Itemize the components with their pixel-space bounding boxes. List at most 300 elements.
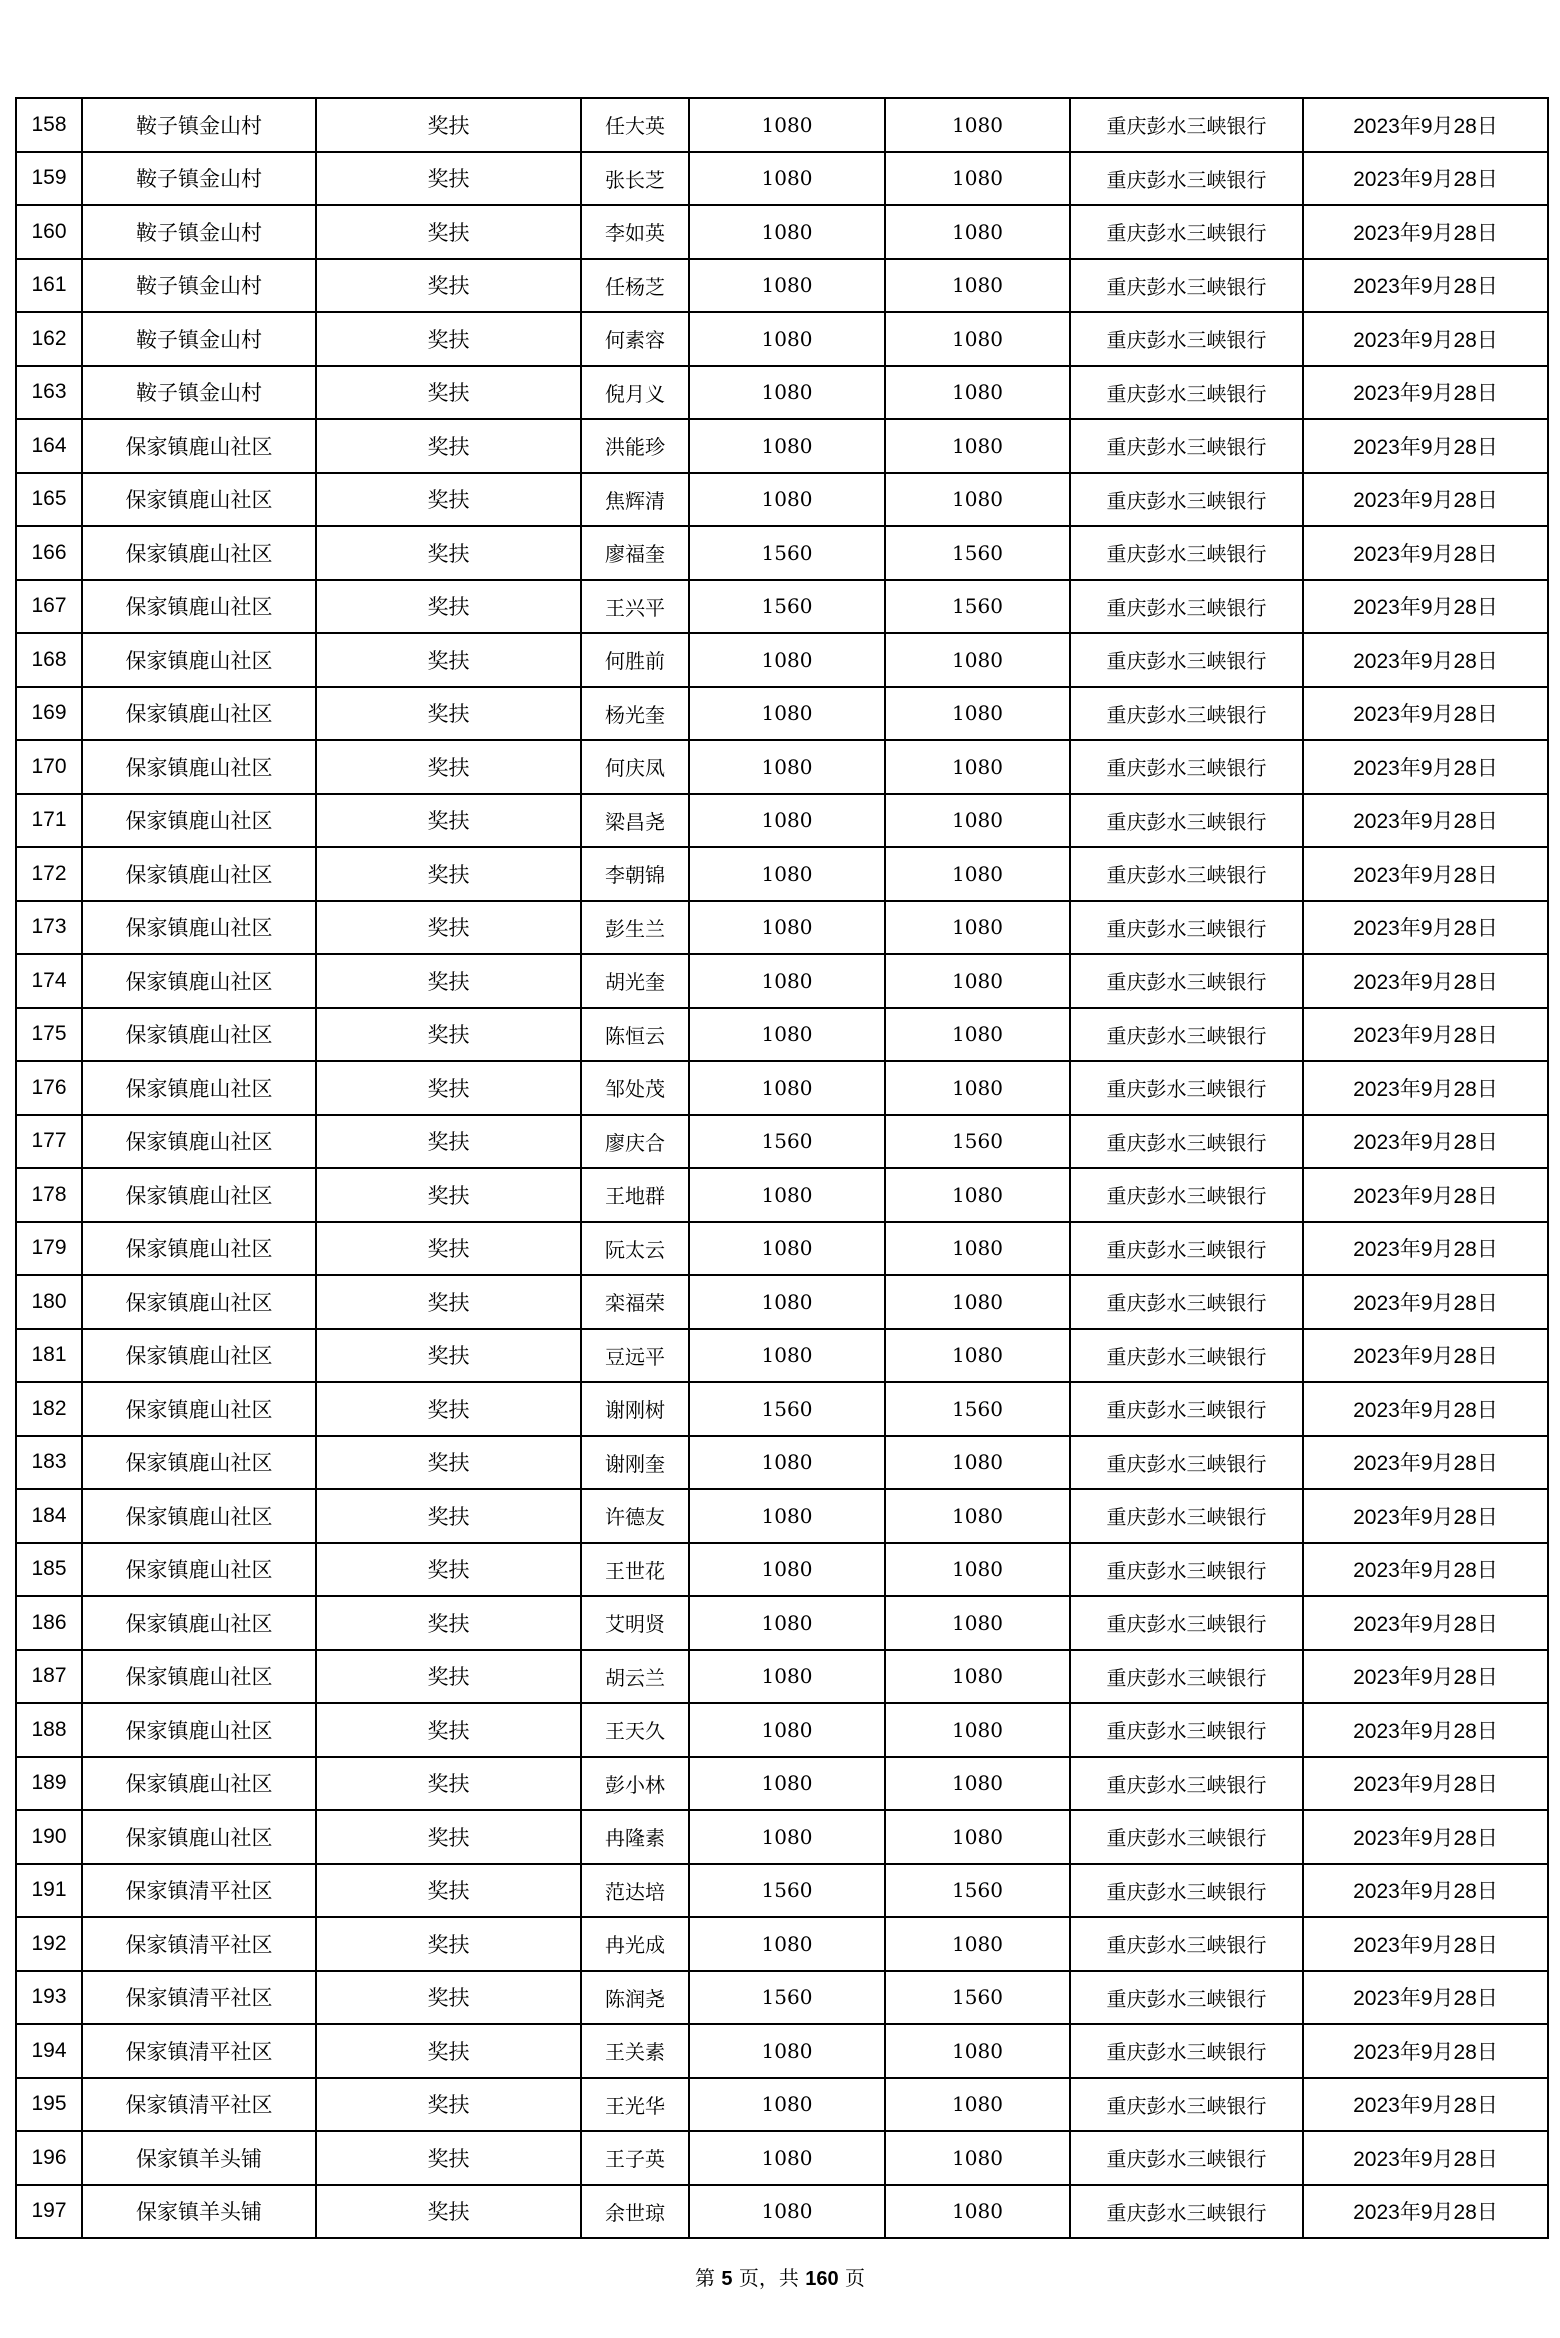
cell-amount-standard: 1080 xyxy=(689,2078,885,2132)
cell-person-name: 张长芝 xyxy=(581,152,689,206)
cell-category: 奖扶 xyxy=(316,259,581,313)
cell-person-name: 陈恒云 xyxy=(581,1008,689,1062)
cell-location: 保家镇羊头铺 xyxy=(82,2185,316,2239)
cell-bank-name: 重庆彭水三峡银行 xyxy=(1070,1489,1303,1543)
cell-row-index: 183 xyxy=(16,1436,82,1490)
cell-person-name: 冉光成 xyxy=(581,1917,689,1971)
cell-amount-standard: 1080 xyxy=(689,1917,885,1971)
cell-category: 奖扶 xyxy=(316,1222,581,1276)
table-row xyxy=(16,1489,1548,1543)
cell-location: 保家镇鹿山社区 xyxy=(82,1329,316,1383)
cell-row-index: 178 xyxy=(16,1168,82,1222)
cell-location: 保家镇鹿山社区 xyxy=(82,1757,316,1811)
cell-payment-date: 2023年9月28日 xyxy=(1303,205,1548,259)
cell-bank-name: 重庆彭水三峡银行 xyxy=(1070,1757,1303,1811)
cell-payment-date: 2023年9月28日 xyxy=(1303,1008,1548,1062)
cell-location: 保家镇鹿山社区 xyxy=(82,1810,316,1864)
table-row xyxy=(16,312,1548,366)
table-row xyxy=(16,1543,1548,1597)
cell-person-name: 余世琼 xyxy=(581,2185,689,2239)
cell-payment-date: 2023年9月28日 xyxy=(1303,1382,1548,1436)
cell-person-name: 谢刚树 xyxy=(581,1382,689,1436)
table-row xyxy=(16,152,1548,206)
cell-person-name: 杨光奎 xyxy=(581,687,689,741)
cell-location: 鞍子镇金山村 xyxy=(82,259,316,313)
cell-category: 奖扶 xyxy=(316,954,581,1008)
cell-payment-date: 2023年9月28日 xyxy=(1303,419,1548,473)
table-row xyxy=(16,794,1548,848)
cell-location: 保家镇清平社区 xyxy=(82,2078,316,2132)
cell-bank-name: 重庆彭水三峡银行 xyxy=(1070,2131,1303,2185)
cell-location: 保家镇鹿山社区 xyxy=(82,1543,316,1597)
cell-bank-name: 重庆彭水三峡银行 xyxy=(1070,2078,1303,2132)
cell-location: 保家镇鹿山社区 xyxy=(82,954,316,1008)
cell-person-name: 豆远平 xyxy=(581,1329,689,1383)
cell-category: 奖扶 xyxy=(316,1703,581,1757)
cell-amount-paid: 1080 xyxy=(885,1489,1070,1543)
cell-amount-paid: 1080 xyxy=(885,901,1070,955)
cell-category: 奖扶 xyxy=(316,1115,581,1169)
cell-location: 鞍子镇金山村 xyxy=(82,205,316,259)
cell-row-index: 166 xyxy=(16,526,82,580)
cell-row-index: 190 xyxy=(16,1810,82,1864)
cell-bank-name: 重庆彭水三峡银行 xyxy=(1070,580,1303,634)
cell-amount-paid: 1080 xyxy=(885,2131,1070,2185)
cell-amount-paid: 1080 xyxy=(885,1703,1070,1757)
cell-category: 奖扶 xyxy=(316,366,581,420)
cell-bank-name: 重庆彭水三峡银行 xyxy=(1070,740,1303,794)
cell-amount-standard: 1080 xyxy=(689,1275,885,1329)
cell-row-index: 194 xyxy=(16,2024,82,2078)
cell-category: 奖扶 xyxy=(316,1008,581,1062)
cell-row-index: 167 xyxy=(16,580,82,634)
cell-bank-name: 重庆彭水三峡银行 xyxy=(1070,1864,1303,1918)
cell-person-name: 李如英 xyxy=(581,205,689,259)
cell-person-name: 李朝锦 xyxy=(581,847,689,901)
cell-bank-name: 重庆彭水三峡银行 xyxy=(1070,633,1303,687)
table-row xyxy=(16,1436,1548,1490)
cell-category: 奖扶 xyxy=(316,633,581,687)
cell-category: 奖扶 xyxy=(316,1489,581,1543)
cell-payment-date: 2023年9月28日 xyxy=(1303,1489,1548,1543)
cell-location: 保家镇鹿山社区 xyxy=(82,1275,316,1329)
cell-amount-paid: 1080 xyxy=(885,312,1070,366)
footer-page-number: 5 xyxy=(721,2268,733,2290)
cell-bank-name: 重庆彭水三峡银行 xyxy=(1070,1222,1303,1276)
table-row xyxy=(16,259,1548,313)
cell-amount-standard: 1080 xyxy=(689,794,885,848)
cell-amount-standard: 1080 xyxy=(689,1757,885,1811)
cell-amount-standard: 1080 xyxy=(689,1168,885,1222)
cell-bank-name: 重庆彭水三峡银行 xyxy=(1070,366,1303,420)
cell-amount-paid: 1080 xyxy=(885,152,1070,206)
cell-location: 保家镇鹿山社区 xyxy=(82,1168,316,1222)
cell-amount-paid: 1080 xyxy=(885,1061,1070,1115)
cell-amount-paid: 1080 xyxy=(885,740,1070,794)
cell-category: 奖扶 xyxy=(316,1275,581,1329)
cell-payment-date: 2023年9月28日 xyxy=(1303,954,1548,1008)
cell-payment-date: 2023年9月28日 xyxy=(1303,794,1548,848)
cell-category: 奖扶 xyxy=(316,687,581,741)
cell-bank-name: 重庆彭水三峡银行 xyxy=(1070,1703,1303,1757)
table-row xyxy=(16,740,1548,794)
cell-person-name: 陈润尧 xyxy=(581,1971,689,2025)
cell-amount-paid: 1560 xyxy=(885,1864,1070,1918)
cell-amount-standard: 1080 xyxy=(689,2185,885,2239)
cell-row-index: 160 xyxy=(16,205,82,259)
cell-amount-standard: 1560 xyxy=(689,1382,885,1436)
cell-person-name: 洪能珍 xyxy=(581,419,689,473)
footer-middle: 页，共 xyxy=(732,2266,806,2290)
cell-amount-paid: 1080 xyxy=(885,98,1070,152)
table-row xyxy=(16,98,1548,152)
cell-row-index: 168 xyxy=(16,633,82,687)
cell-bank-name: 重庆彭水三峡银行 xyxy=(1070,152,1303,206)
cell-amount-paid: 1080 xyxy=(885,1008,1070,1062)
cell-bank-name: 重庆彭水三峡银行 xyxy=(1070,2185,1303,2239)
cell-row-index: 172 xyxy=(16,847,82,901)
cell-amount-standard: 1080 xyxy=(689,473,885,527)
cell-person-name: 任大英 xyxy=(581,98,689,152)
cell-amount-paid: 1080 xyxy=(885,1275,1070,1329)
cell-location: 保家镇鹿山社区 xyxy=(82,580,316,634)
table-row xyxy=(16,473,1548,527)
cell-person-name: 许德友 xyxy=(581,1489,689,1543)
cell-payment-date: 2023年9月28日 xyxy=(1303,1596,1548,1650)
cell-amount-standard: 1080 xyxy=(689,1489,885,1543)
cell-amount-paid: 1080 xyxy=(885,1222,1070,1276)
cell-payment-date: 2023年9月28日 xyxy=(1303,366,1548,420)
cell-location: 保家镇鹿山社区 xyxy=(82,794,316,848)
cell-bank-name: 重庆彭水三峡银行 xyxy=(1070,1810,1303,1864)
cell-payment-date: 2023年9月28日 xyxy=(1303,2131,1548,2185)
cell-row-index: 187 xyxy=(16,1650,82,1704)
cell-amount-paid: 1080 xyxy=(885,1596,1070,1650)
cell-person-name: 艾明贤 xyxy=(581,1596,689,1650)
cell-row-index: 179 xyxy=(16,1222,82,1276)
table-row xyxy=(16,954,1548,1008)
cell-row-index: 174 xyxy=(16,954,82,1008)
cell-location: 保家镇清平社区 xyxy=(82,1917,316,1971)
cell-payment-date: 2023年9月28日 xyxy=(1303,1061,1548,1115)
table-row xyxy=(16,1971,1548,2025)
cell-person-name: 范达培 xyxy=(581,1864,689,1918)
cell-payment-date: 2023年9月28日 xyxy=(1303,1703,1548,1757)
cell-category: 奖扶 xyxy=(316,1329,581,1383)
cell-payment-date: 2023年9月28日 xyxy=(1303,1329,1548,1383)
cell-amount-paid: 1080 xyxy=(885,205,1070,259)
cell-row-index: 162 xyxy=(16,312,82,366)
cell-row-index: 182 xyxy=(16,1382,82,1436)
cell-row-index: 169 xyxy=(16,687,82,741)
cell-payment-date: 2023年9月28日 xyxy=(1303,152,1548,206)
cell-amount-paid: 1080 xyxy=(885,2078,1070,2132)
cell-category: 奖扶 xyxy=(316,1971,581,2025)
cell-person-name: 谢刚奎 xyxy=(581,1436,689,1490)
cell-person-name: 王天久 xyxy=(581,1703,689,1757)
cell-category: 奖扶 xyxy=(316,1650,581,1704)
cell-category: 奖扶 xyxy=(316,205,581,259)
cell-bank-name: 重庆彭水三峡银行 xyxy=(1070,312,1303,366)
cell-row-index: 161 xyxy=(16,259,82,313)
cell-amount-standard: 1080 xyxy=(689,2024,885,2078)
cell-person-name: 王地群 xyxy=(581,1168,689,1222)
table-row xyxy=(16,633,1548,687)
cell-bank-name: 重庆彭水三峡银行 xyxy=(1070,1115,1303,1169)
cell-location: 保家镇清平社区 xyxy=(82,1864,316,1918)
cell-person-name: 栾福荣 xyxy=(581,1275,689,1329)
cell-payment-date: 2023年9月28日 xyxy=(1303,2185,1548,2239)
cell-bank-name: 重庆彭水三峡银行 xyxy=(1070,847,1303,901)
cell-location: 鞍子镇金山村 xyxy=(82,366,316,420)
cell-amount-standard: 1080 xyxy=(689,633,885,687)
cell-category: 奖扶 xyxy=(316,2131,581,2185)
cell-amount-standard: 1080 xyxy=(689,1436,885,1490)
cell-amount-paid: 1080 xyxy=(885,1650,1070,1704)
cell-payment-date: 2023年9月28日 xyxy=(1303,1971,1548,2025)
table-row xyxy=(16,1650,1548,1704)
footer-suffix: 页 xyxy=(838,2266,865,2290)
cell-person-name: 彭小林 xyxy=(581,1757,689,1811)
footer-total-pages: 160 xyxy=(805,2268,839,2290)
cell-bank-name: 重庆彭水三峡银行 xyxy=(1070,1436,1303,1490)
table-row xyxy=(16,419,1548,473)
cell-amount-paid: 1080 xyxy=(885,1757,1070,1811)
cell-payment-date: 2023年9月28日 xyxy=(1303,2078,1548,2132)
cell-person-name: 胡云兰 xyxy=(581,1650,689,1704)
cell-row-index: 163 xyxy=(16,366,82,420)
cell-person-name: 冉隆素 xyxy=(581,1810,689,1864)
cell-amount-paid: 1080 xyxy=(885,259,1070,313)
cell-row-index: 186 xyxy=(16,1596,82,1650)
cell-person-name: 何素容 xyxy=(581,312,689,366)
cell-amount-standard: 1080 xyxy=(689,419,885,473)
table-row xyxy=(16,1008,1548,1062)
footer-prefix: 第 xyxy=(695,2266,722,2290)
cell-amount-standard: 1080 xyxy=(689,901,885,955)
cell-amount-paid: 1080 xyxy=(885,794,1070,848)
cell-row-index: 195 xyxy=(16,2078,82,2132)
cell-location: 保家镇鹿山社区 xyxy=(82,901,316,955)
cell-row-index: 171 xyxy=(16,794,82,848)
cell-amount-standard: 1080 xyxy=(689,1543,885,1597)
cell-payment-date: 2023年9月28日 xyxy=(1303,312,1548,366)
cell-category: 奖扶 xyxy=(316,1382,581,1436)
cell-bank-name: 重庆彭水三峡银行 xyxy=(1070,1596,1303,1650)
table-row xyxy=(16,1115,1548,1169)
cell-row-index: 176 xyxy=(16,1061,82,1115)
table-row xyxy=(16,1864,1548,1918)
cell-amount-paid: 1080 xyxy=(885,633,1070,687)
cell-payment-date: 2023年9月28日 xyxy=(1303,1810,1548,1864)
cell-location: 保家镇鹿山社区 xyxy=(82,740,316,794)
cell-row-index: 180 xyxy=(16,1275,82,1329)
cell-amount-paid: 1080 xyxy=(885,473,1070,527)
cell-amount-standard: 1080 xyxy=(689,1650,885,1704)
cell-amount-standard: 1080 xyxy=(689,1222,885,1276)
cell-amount-paid: 1080 xyxy=(885,1917,1070,1971)
page-footer xyxy=(0,2262,1560,2291)
cell-bank-name: 重庆彭水三峡银行 xyxy=(1070,1168,1303,1222)
cell-payment-date: 2023年9月28日 xyxy=(1303,2024,1548,2078)
cell-amount-standard: 1080 xyxy=(689,1008,885,1062)
cell-row-index: 197 xyxy=(16,2185,82,2239)
cell-location: 保家镇鹿山社区 xyxy=(82,1061,316,1115)
cell-amount-standard: 1560 xyxy=(689,1864,885,1918)
cell-payment-date: 2023年9月28日 xyxy=(1303,1543,1548,1597)
cell-payment-date: 2023年9月28日 xyxy=(1303,98,1548,152)
cell-bank-name: 重庆彭水三峡银行 xyxy=(1070,98,1303,152)
table-row xyxy=(16,1382,1548,1436)
cell-row-index: 181 xyxy=(16,1329,82,1383)
cell-bank-name: 重庆彭水三峡银行 xyxy=(1070,687,1303,741)
cell-row-index: 165 xyxy=(16,473,82,527)
table-row xyxy=(16,1757,1548,1811)
cell-amount-standard: 1080 xyxy=(689,366,885,420)
cell-location: 鞍子镇金山村 xyxy=(82,152,316,206)
cell-category: 奖扶 xyxy=(316,740,581,794)
cell-bank-name: 重庆彭水三峡银行 xyxy=(1070,1917,1303,1971)
cell-person-name: 邹处茂 xyxy=(581,1061,689,1115)
cell-bank-name: 重庆彭水三峡银行 xyxy=(1070,1061,1303,1115)
table-row xyxy=(16,1810,1548,1864)
cell-bank-name: 重庆彭水三峡银行 xyxy=(1070,1275,1303,1329)
cell-category: 奖扶 xyxy=(316,901,581,955)
table-row xyxy=(16,366,1548,420)
cell-bank-name: 重庆彭水三峡银行 xyxy=(1070,1008,1303,1062)
table-row xyxy=(16,205,1548,259)
cell-person-name: 廖庆合 xyxy=(581,1115,689,1169)
cell-bank-name: 重庆彭水三峡银行 xyxy=(1070,259,1303,313)
cell-person-name: 胡光奎 xyxy=(581,954,689,1008)
cell-row-index: 177 xyxy=(16,1115,82,1169)
cell-category: 奖扶 xyxy=(316,1917,581,1971)
cell-amount-paid: 1560 xyxy=(885,1971,1070,2025)
cell-payment-date: 2023年9月28日 xyxy=(1303,473,1548,527)
cell-person-name: 彭生兰 xyxy=(581,901,689,955)
cell-payment-date: 2023年9月28日 xyxy=(1303,1168,1548,1222)
cell-bank-name: 重庆彭水三峡银行 xyxy=(1070,1329,1303,1383)
cell-payment-date: 2023年9月28日 xyxy=(1303,1650,1548,1704)
cell-category: 奖扶 xyxy=(316,580,581,634)
cell-payment-date: 2023年9月28日 xyxy=(1303,259,1548,313)
cell-amount-standard: 1560 xyxy=(689,526,885,580)
cell-person-name: 何胜前 xyxy=(581,633,689,687)
cell-amount-paid: 1080 xyxy=(885,847,1070,901)
cell-person-name: 廖福奎 xyxy=(581,526,689,580)
cell-row-index: 175 xyxy=(16,1008,82,1062)
cell-row-index: 184 xyxy=(16,1489,82,1543)
cell-row-index: 170 xyxy=(16,740,82,794)
cell-bank-name: 重庆彭水三峡银行 xyxy=(1070,1543,1303,1597)
cell-amount-standard: 1080 xyxy=(689,687,885,741)
cell-amount-standard: 1080 xyxy=(689,740,885,794)
cell-bank-name: 重庆彭水三峡银行 xyxy=(1070,205,1303,259)
cell-payment-date: 2023年9月28日 xyxy=(1303,1115,1548,1169)
cell-location: 保家镇鹿山社区 xyxy=(82,473,316,527)
cell-bank-name: 重庆彭水三峡银行 xyxy=(1070,419,1303,473)
cell-category: 奖扶 xyxy=(316,1757,581,1811)
cell-bank-name: 重庆彭水三峡银行 xyxy=(1070,1971,1303,2025)
cell-category: 奖扶 xyxy=(316,312,581,366)
cell-person-name: 任杨芝 xyxy=(581,259,689,313)
cell-location: 保家镇清平社区 xyxy=(82,1971,316,2025)
cell-category: 奖扶 xyxy=(316,1596,581,1650)
cell-person-name: 阮太云 xyxy=(581,1222,689,1276)
cell-bank-name: 重庆彭水三峡银行 xyxy=(1070,794,1303,848)
cell-row-index: 159 xyxy=(16,152,82,206)
cell-category: 奖扶 xyxy=(316,2185,581,2239)
cell-amount-standard: 1080 xyxy=(689,152,885,206)
cell-category: 奖扶 xyxy=(316,1061,581,1115)
cell-amount-paid: 1080 xyxy=(885,1543,1070,1597)
cell-amount-paid: 1080 xyxy=(885,1810,1070,1864)
cell-amount-standard: 1080 xyxy=(689,1703,885,1757)
cell-amount-paid: 1080 xyxy=(885,1329,1070,1383)
cell-person-name: 王关素 xyxy=(581,2024,689,2078)
table-row xyxy=(16,1061,1548,1115)
cell-bank-name: 重庆彭水三峡银行 xyxy=(1070,901,1303,955)
cell-amount-standard: 1080 xyxy=(689,1329,885,1383)
cell-amount-standard: 1080 xyxy=(689,98,885,152)
table-row xyxy=(16,2024,1548,2078)
cell-location: 保家镇鹿山社区 xyxy=(82,1382,316,1436)
cell-location: 保家镇鹿山社区 xyxy=(82,633,316,687)
cell-location: 保家镇鹿山社区 xyxy=(82,1489,316,1543)
cell-category: 奖扶 xyxy=(316,526,581,580)
cell-payment-date: 2023年9月28日 xyxy=(1303,1757,1548,1811)
table-row xyxy=(16,901,1548,955)
cell-location: 保家镇鹿山社区 xyxy=(82,1650,316,1704)
cell-amount-paid: 1080 xyxy=(885,954,1070,1008)
cell-bank-name: 重庆彭水三峡银行 xyxy=(1070,1650,1303,1704)
cell-person-name: 梁昌尧 xyxy=(581,794,689,848)
table-row xyxy=(16,1329,1548,1383)
cell-row-index: 158 xyxy=(16,98,82,152)
cell-row-index: 164 xyxy=(16,419,82,473)
cell-amount-standard: 1080 xyxy=(689,1810,885,1864)
cell-row-index: 173 xyxy=(16,901,82,955)
cell-amount-paid: 1560 xyxy=(885,1115,1070,1169)
cell-category: 奖扶 xyxy=(316,1168,581,1222)
table-row xyxy=(16,2185,1548,2239)
cell-amount-paid: 1080 xyxy=(885,419,1070,473)
cell-payment-date: 2023年9月28日 xyxy=(1303,1222,1548,1276)
cell-location: 保家镇鹿山社区 xyxy=(82,687,316,741)
cell-bank-name: 重庆彭水三峡银行 xyxy=(1070,526,1303,580)
cell-amount-standard: 1560 xyxy=(689,1115,885,1169)
cell-amount-paid: 1080 xyxy=(885,2185,1070,2239)
table-row xyxy=(16,2131,1548,2185)
table-row xyxy=(16,1275,1548,1329)
cell-category: 奖扶 xyxy=(316,419,581,473)
cell-amount-standard: 1560 xyxy=(689,580,885,634)
cell-location: 保家镇鹿山社区 xyxy=(82,1222,316,1276)
cell-location: 保家镇鹿山社区 xyxy=(82,1703,316,1757)
cell-location: 保家镇羊头铺 xyxy=(82,2131,316,2185)
table-row xyxy=(16,1168,1548,1222)
cell-location: 保家镇鹿山社区 xyxy=(82,1596,316,1650)
cell-category: 奖扶 xyxy=(316,1543,581,1597)
cell-location: 保家镇鹿山社区 xyxy=(82,419,316,473)
cell-location: 保家镇鹿山社区 xyxy=(82,526,316,580)
cell-category: 奖扶 xyxy=(316,2024,581,2078)
cell-row-index: 189 xyxy=(16,1757,82,1811)
cell-category: 奖扶 xyxy=(316,152,581,206)
cell-amount-standard: 1560 xyxy=(689,1971,885,2025)
cell-row-index: 185 xyxy=(16,1543,82,1597)
table-row xyxy=(16,1222,1548,1276)
